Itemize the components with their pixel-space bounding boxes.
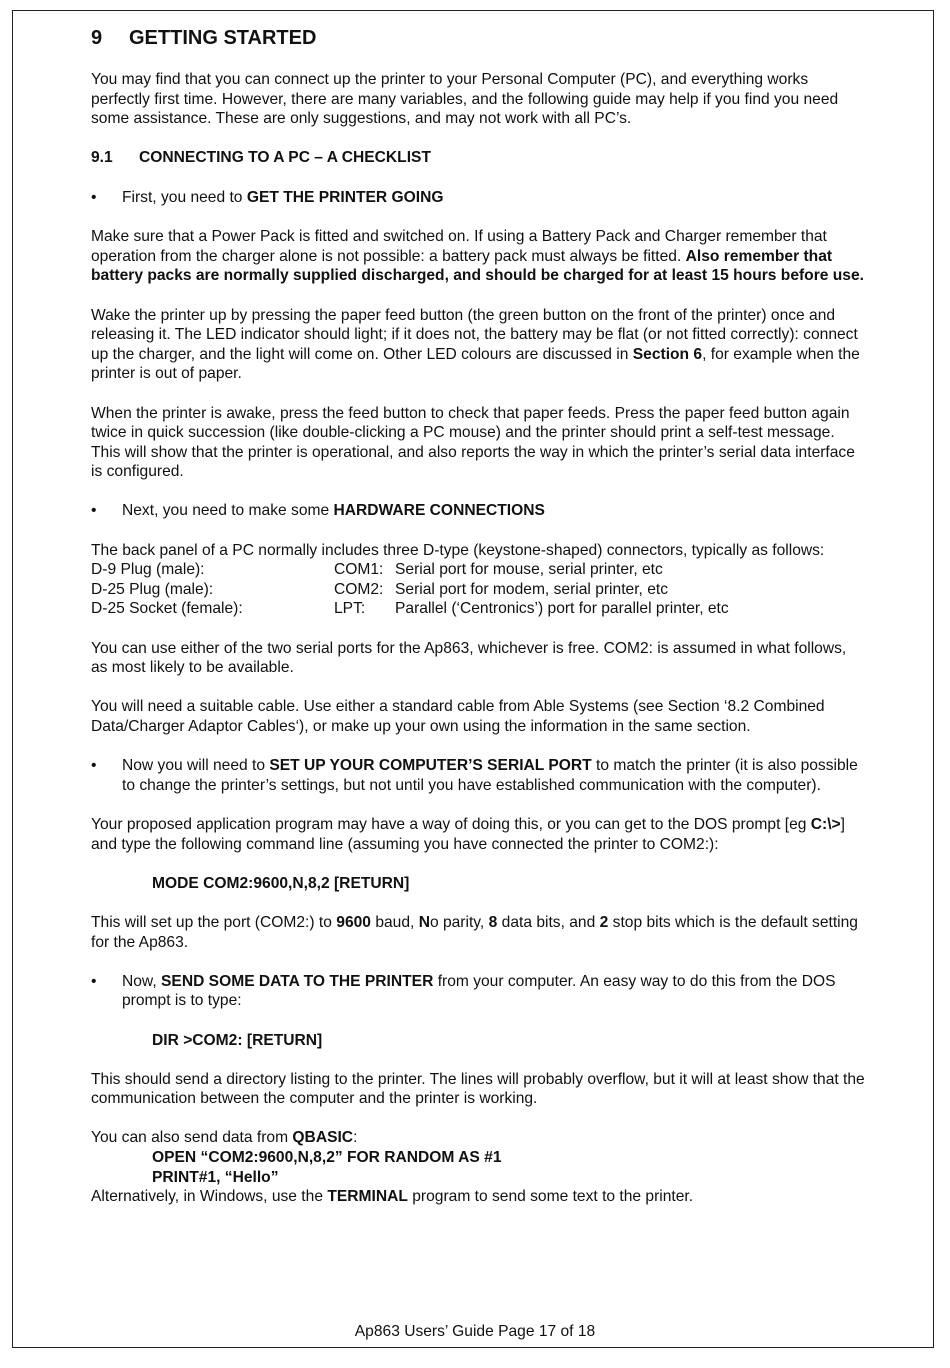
battery-warning: Also remember that battery packs are normally supplied discharged, and should be charged for at least 15 hours before use. (91, 247, 864, 285)
mode-command: MODE COM2:9600,N,8,2 [RETURN] (152, 874, 410, 892)
checklist-step-1: • First, you need to GET THE PRINTER GOING (91, 188, 444, 206)
section-title: GETTING STARTED (129, 27, 317, 49)
step-emphasis: GET THE PRINTER GOING (246, 188, 444, 206)
connector-description: Parallel (‘Centronics’) port for parallel printer, etc (395, 600, 729, 618)
dos-prompt: C:\> (810, 815, 841, 833)
bullet-mark: • (91, 757, 97, 775)
stop-bits-value: 2 (599, 913, 609, 931)
checklist-step-2: • Next, you need to make some HARDWARE CONNECTIONS (91, 502, 545, 520)
connector-type: D-9 Plug (male): (91, 561, 205, 579)
directory-listing-paragraph: This should send a directory listing to the printer. The lines will probably overflow, but it will at least show that the communication between the computer and the printer is working. (91, 1070, 865, 1108)
step-emphasis: SET UP YOUR COMPUTER’S SERIAL PORT (269, 757, 592, 775)
code-line: OPEN “COM2:9600,N,8,2” FOR RANDOM AS #1 (152, 1149, 502, 1167)
intro-paragraph: You may find that you can connect up the printer to your Personal Computer (PC), and everything works perfectly first time. However, there are many variables, and the following guide may help if you find you need some assistance. These are only suggestions, and may not work with all PC’s. (91, 71, 839, 128)
terminal-paragraph: Alternatively, in Windows, use the TERMINAL program to send some text to the printer. (91, 1188, 694, 1206)
section-number: 9 (91, 27, 103, 49)
checklist-step-3: • Now you will need to SET UP YOUR COMPUTER’S SERIAL PORT to match the printer (it is also possible to change the printer’s settings, but not until you have established communication with the computer). (91, 757, 858, 794)
connector-row (91, 560, 866, 580)
parity-value: N (418, 913, 430, 931)
awake-paragraph: When the printer is awake, press the feed button to check that paper feeds. Press the paper feed button again twice in quick succession (like double-clicking a PC mouse) and the printer should print a self-test message. This will show that the printer is operational, and also reports the way in which the printer’s serial data interface is configured. (91, 404, 855, 481)
step-emphasis: HARDWARE CONNECTIONS (333, 502, 545, 520)
terminal-name: TERMINAL (327, 1188, 408, 1206)
bullet-mark: • (91, 972, 97, 990)
page-content (91, 26, 866, 1207)
dir-command: DIR >COM2: [RETURN] (152, 1031, 323, 1049)
connector-row (91, 580, 866, 600)
port-settings-paragraph: This will set up the port (COM2:) to 9600 baud, No parity, 8 data bits, and 2 stop bits which is the default setting for the Ap863. (91, 913, 858, 951)
connector-port: LPT: (334, 600, 366, 618)
qbasic-paragraph: You can also send data from QBASIC: (91, 1129, 358, 1147)
subsection-heading (91, 148, 866, 168)
section-heading (91, 26, 866, 50)
bullet-mark: • (91, 188, 97, 206)
page-footer: Ap863 Users’ Guide Page 17 of 18 (354, 1323, 596, 1340)
baud-value: 9600 (336, 913, 371, 931)
qbasic-name: QBASIC (292, 1129, 354, 1147)
connector-type: D-25 Plug (male): (91, 580, 214, 598)
checklist-step-4: • Now, SEND SOME DATA TO THE PRINTER from your computer. An easy way to do this from the DOS prompt is to type: (91, 972, 836, 1010)
subsection-number: 9.1 (91, 149, 113, 167)
data-bits-value: 8 (488, 913, 498, 931)
wake-paragraph: Wake the printer up by pressing the paper feed button (the green button on the front of the printer) once and releasing it. The LED indicator should light; if it does not, the battery may be flat (or not fitted correctly): connect up the charger, and the light will come on. Other LED colours are discussed in Section 6, for example when the printer is out of paper. (91, 306, 860, 383)
connector-description: Serial port for mouse, serial printer, etc (395, 561, 663, 579)
serial-ports-paragraph: You can use either of the two serial ports for the Ap863, whichever is free. COM2: is assumed in what follows, as most likely to be available. (91, 639, 847, 677)
subsection-title: CONNECTING TO A PC – A CHECKLIST (139, 149, 431, 167)
connector-description: Serial port for modem, serial printer, etc (395, 580, 668, 598)
bullet-mark: • (91, 502, 97, 520)
back-panel-paragraph: The back panel of a PC normally includes three D-type (keystone-shaped) connectors, typically as follows: (91, 541, 825, 559)
connector-type: D-25 Socket (female): (91, 600, 243, 618)
cable-paragraph: You will need a suitable cable. Use either a standard cable from Able Systems (see Section ‘8.2 Combined Data/Charger Adaptor Cables‘), or make up your own using the information in the same section. (91, 698, 825, 735)
step-emphasis: SEND SOME DATA TO THE PRINTER (161, 972, 434, 990)
dos-prompt-paragraph: Your proposed application program may have a way of doing this, or you can get to the DOS prompt [eg C:\>] and type the following command line (assuming you have connected the printer to COM2:): (91, 815, 846, 853)
power-paragraph: Make sure that a Power Pack is fitted and switched on. If using a Battery Pack and Charger remember that operation from the charger alone is not possible: a battery pack must always be fitted. Also remember that battery packs are normally supplied discharged, and should be charged for at least 15 hours before use. (91, 228, 864, 285)
code-line: PRINT#1, “Hello” (152, 1168, 279, 1186)
connector-port: COM1: (334, 561, 384, 579)
connector-port: COM2: (334, 580, 384, 598)
section-6-reference: Section 6 (632, 345, 703, 363)
connector-table (91, 560, 866, 619)
connector-row (91, 599, 866, 619)
